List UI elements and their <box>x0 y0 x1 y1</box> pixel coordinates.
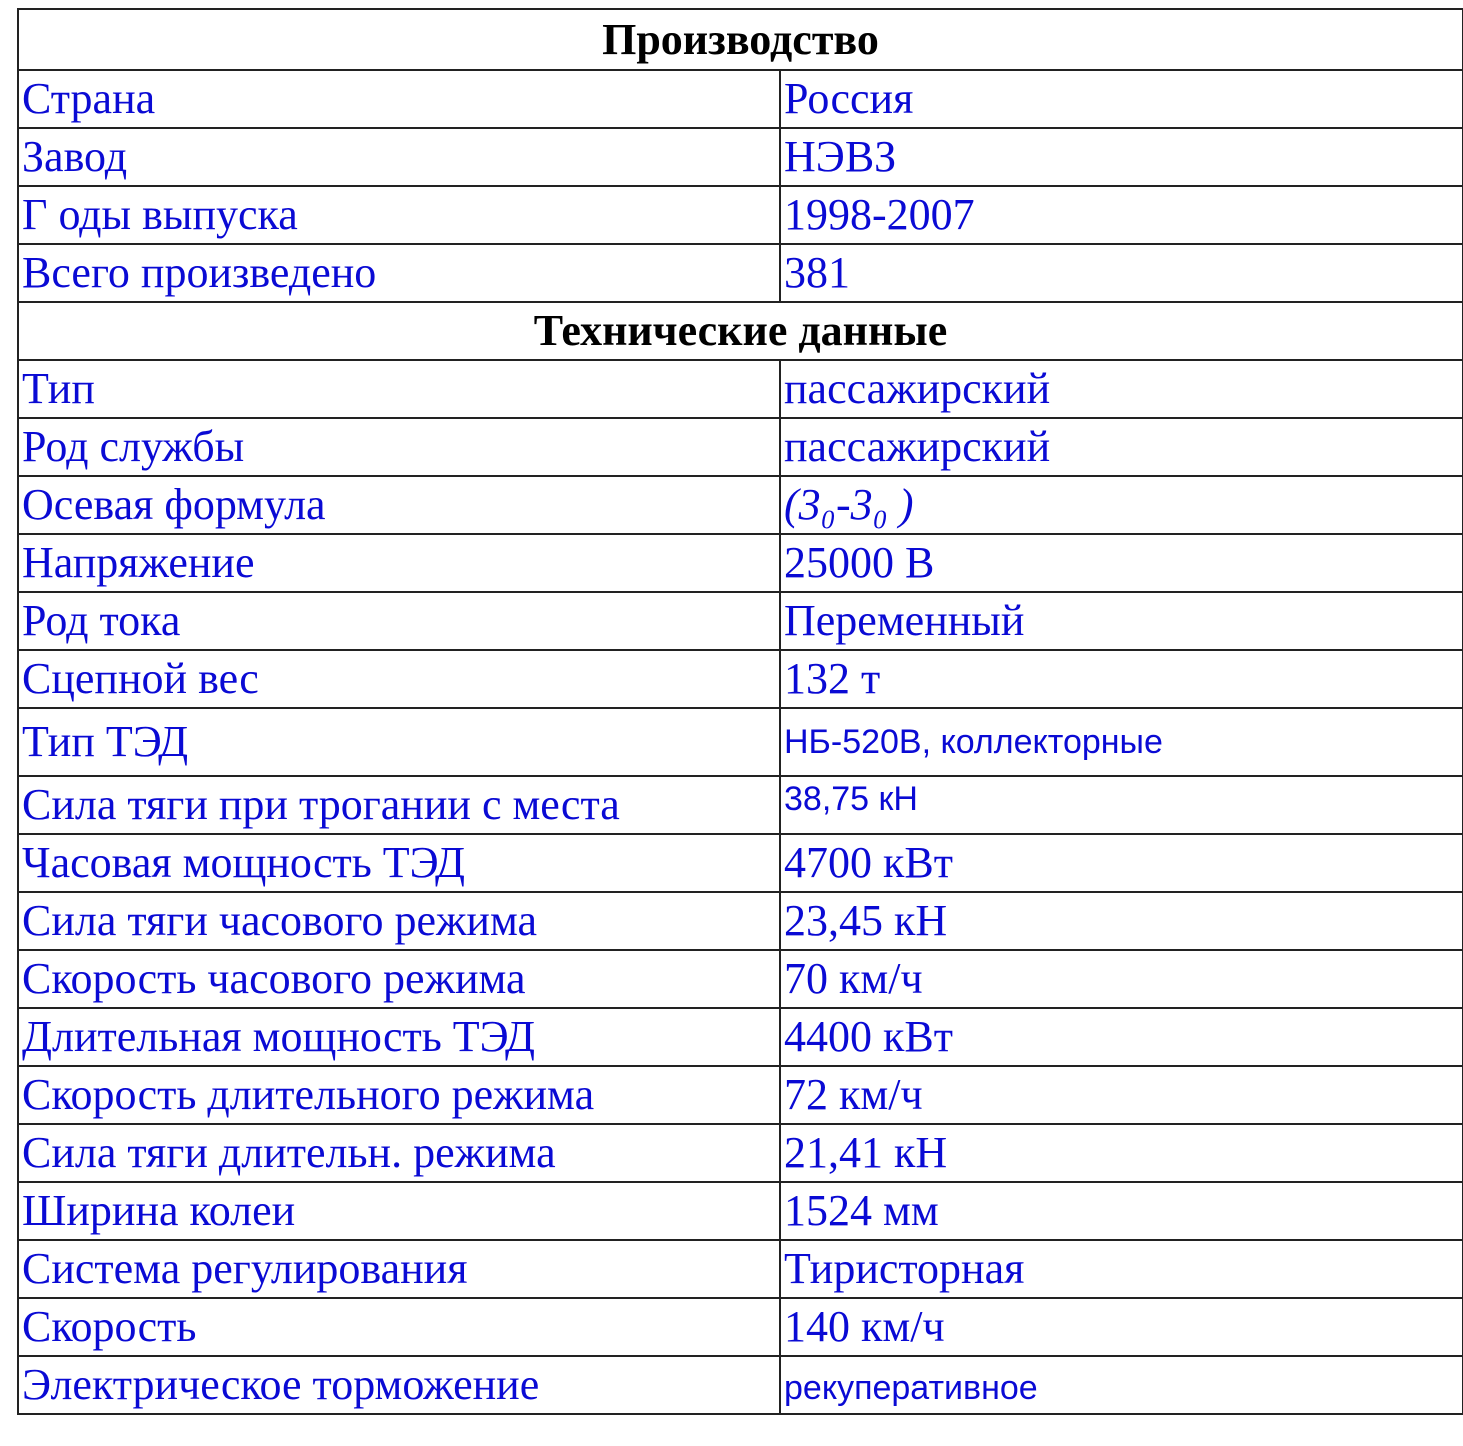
row-value: Тиристорная <box>780 1240 1463 1298</box>
row-value: 23,45 кН <box>780 892 1463 950</box>
section-title-technical: Технические данные <box>18 302 1463 360</box>
table-row <box>18 128 1463 186</box>
row-label: Всего произведено <box>18 244 780 302</box>
spec-table <box>17 8 1463 1415</box>
row-value: 1524 мм <box>780 1182 1463 1240</box>
row-value: 1998-2007 <box>780 186 1463 244</box>
table-row <box>18 776 1463 834</box>
row-value: 72 км/ч <box>780 1066 1463 1124</box>
table-row <box>18 1298 1463 1356</box>
row-label: Скорость длительного режима <box>18 1066 780 1124</box>
table-row <box>18 950 1463 1008</box>
row-value: 132 т <box>780 650 1463 708</box>
row-label: Осевая формула <box>18 476 780 534</box>
table-row <box>18 360 1463 418</box>
row-value: 21,41 кН <box>780 1124 1463 1182</box>
table-row <box>18 834 1463 892</box>
row-label: Скорость часового режима <box>18 950 780 1008</box>
row-value: НБ-520В, коллекторные <box>780 708 1463 776</box>
row-label: Сила тяги часового режима <box>18 892 780 950</box>
table-row <box>18 476 1463 534</box>
row-label: Тип <box>18 360 780 418</box>
row-label: Электрическое торможение <box>18 1356 780 1414</box>
row-value: 38,75 кН <box>780 776 1463 834</box>
row-value: пассажирский <box>780 418 1463 476</box>
row-label: Система регулирования <box>18 1240 780 1298</box>
row-value: Переменный <box>780 592 1463 650</box>
row-value: 140 км/ч <box>780 1298 1463 1356</box>
row-value: 4700 кВт <box>780 834 1463 892</box>
row-value: (3₀-3₀ ) <box>780 476 1463 534</box>
row-label: Длительная мощность ТЭД <box>18 1008 780 1066</box>
row-value: пассажирский <box>780 360 1463 418</box>
section-header-row <box>18 302 1463 360</box>
table-row <box>18 892 1463 950</box>
table-row <box>18 534 1463 592</box>
section-header-row <box>18 9 1463 70</box>
row-label: Завод <box>18 128 780 186</box>
row-label: Род тока <box>18 592 780 650</box>
row-label: Напряжение <box>18 534 780 592</box>
row-label: Г оды выпуска <box>18 186 780 244</box>
row-value: Россия <box>780 70 1463 128</box>
row-value: НЭВЗ <box>780 128 1463 186</box>
row-label: Тип ТЭД <box>18 708 780 776</box>
row-label: Страна <box>18 70 780 128</box>
row-label: Сила тяги при трогании с места <box>18 776 780 834</box>
table-row <box>18 1182 1463 1240</box>
table-row <box>18 1008 1463 1066</box>
row-value: 381 <box>780 244 1463 302</box>
table-row <box>18 1356 1463 1414</box>
row-label: Часовая мощность ТЭД <box>18 834 780 892</box>
table-row <box>18 592 1463 650</box>
row-value: 25000 В <box>780 534 1463 592</box>
row-value: 4400 кВт <box>780 1008 1463 1066</box>
table-row <box>18 1124 1463 1182</box>
table-row <box>18 650 1463 708</box>
row-value: 70 км/ч <box>780 950 1463 1008</box>
table-row <box>18 418 1463 476</box>
table-row <box>18 186 1463 244</box>
row-label: Ширина колеи <box>18 1182 780 1240</box>
row-value: рекуперативное <box>780 1356 1463 1414</box>
table-row <box>18 1240 1463 1298</box>
table-row <box>18 1066 1463 1124</box>
table-row <box>18 244 1463 302</box>
row-label: Род службы <box>18 418 780 476</box>
table-row <box>18 708 1463 776</box>
row-label: Сцепной вес <box>18 650 780 708</box>
row-label: Сила тяги длительн. режима <box>18 1124 780 1182</box>
row-label: Скорость <box>18 1298 780 1356</box>
table-row <box>18 70 1463 128</box>
section-title-production: Производство <box>18 9 1463 70</box>
